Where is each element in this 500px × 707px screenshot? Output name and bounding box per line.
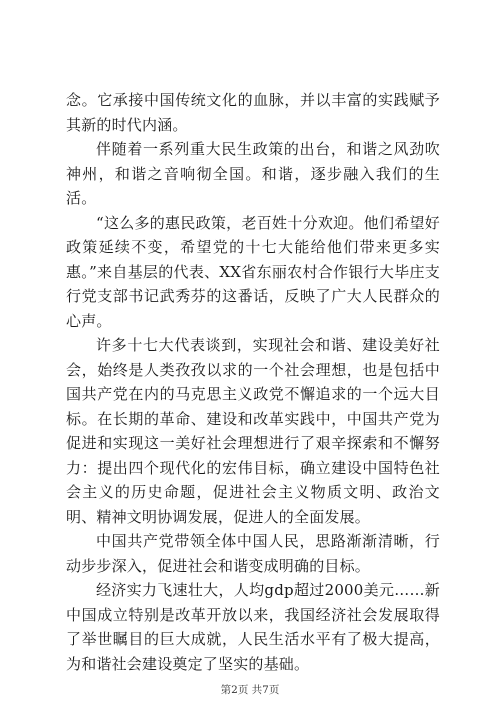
paragraph: 经济实力飞速壮大，人均gdp超过2000美元……新中国成立特别是改革开放以来，我国经济社会发展取得了举世瞩目的巨大成就，人民生活水平有了极大提高，为和谐社会建设奠定了坚实的基础。 <box>66 581 440 673</box>
page-footer: 第2页 共7页 <box>220 684 280 696</box>
document-body <box>66 88 440 676</box>
paragraph-continuation: 念。它承接中国传统文化的血脉，并以丰富的实践赋予其新的时代内涵。 <box>66 91 440 134</box>
paragraph: 伴随着一系列重大民生政策的出台，和谐之风劲吹神州，和谐之音响彻全国。和谐，逐步融入我们的生活。 <box>66 140 440 207</box>
paragraph: 中国共产党带领全体中国人民，思路渐渐清晰，行动步步深入，促进社会和谐变成明确的目标。 <box>66 532 440 575</box>
paragraph-quote: “这么多的惠民政策，老百姓十分欢迎。他们希望好政策延续不变，希望党的十七大能给他们带来更多实惠。”来自基层的代表、XX省东丽农村合作银行大毕庄支行党支部书记武秀芬的这番话，反映了广大人民群众的心声。 <box>66 213 440 330</box>
paragraph: 许多十七大代表谈到，实现社会和谐、建设美好社会，始终是人类孜孜以求的一个社会理想，也是包括中国共产党在内的马克思主义政党不懈追求的一个远大目标。在长期的革命、建设和改革实践中，中国共产党为促进和实现这一美好社会理想进行了艰辛探索和不懈努力：提出四个现代化的宏伟目标，确立建设中国特色社会主义的历史命题，促进社会主义物质文明、政治文明、精神文明协调发展，促进人的全面发展。 <box>66 336 440 526</box>
